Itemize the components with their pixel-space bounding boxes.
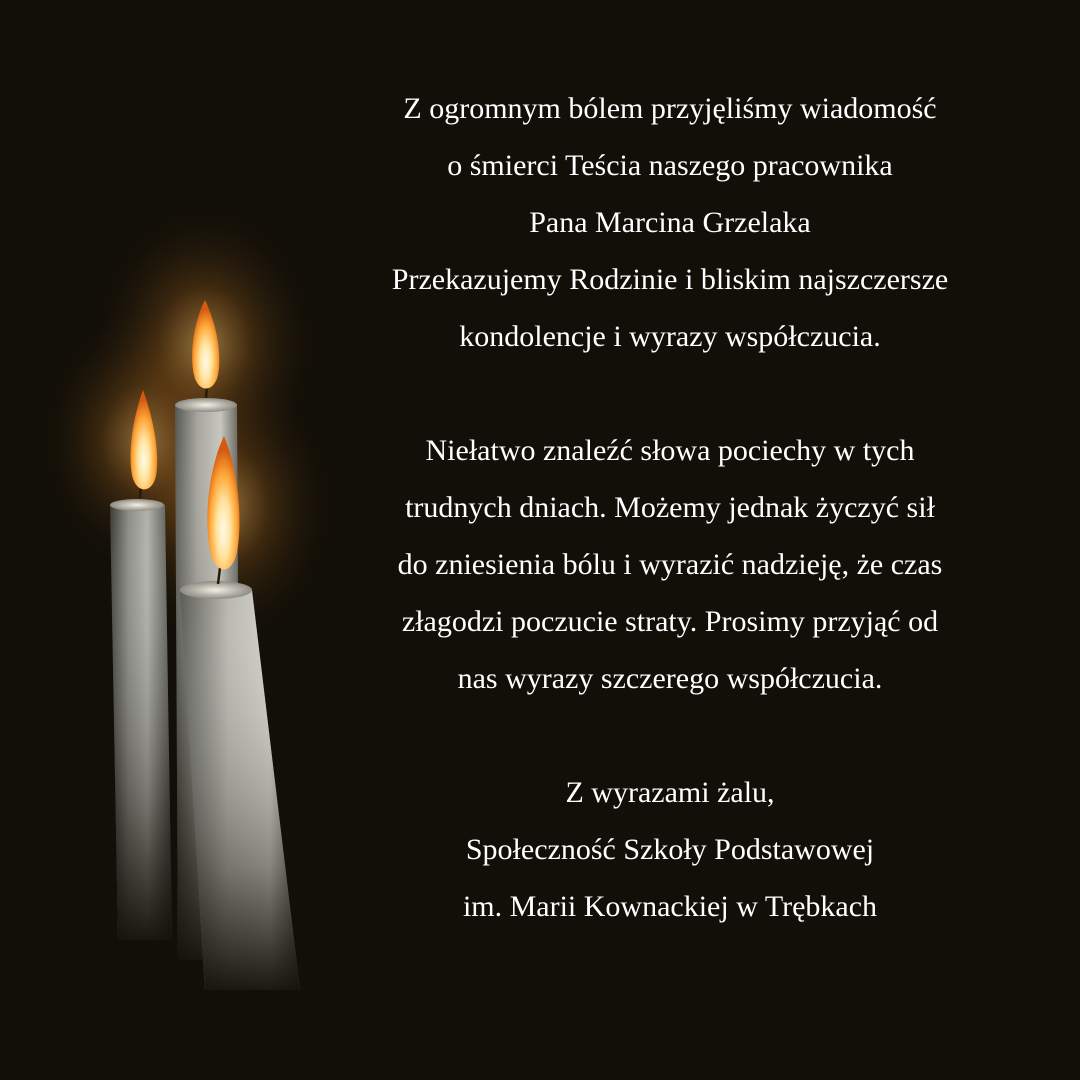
message-line: do zniesienia bólu i wyrazić nadzieję, że czas <box>397 548 943 581</box>
message-line: o śmierci Teścia naszego pracownika <box>447 149 893 182</box>
message-line: Przekazujemy Rodzinie i bliskim najszczersze <box>391 263 949 296</box>
message-line: złagodzi poczucie straty. Prosimy przyjąć od <box>401 605 939 638</box>
message-line: Niełatwo znaleźć słowa pociechy w tych <box>425 434 915 467</box>
paragraph-spacer <box>300 707 1040 764</box>
signature-line: Społeczność Szkoły Podstawowej <box>465 833 875 866</box>
message-line: trudnych dniach. Możemy jednak życzyć sił <box>405 491 935 524</box>
message-line: Z ogromnym bólem przyjęliśmy wiadomość <box>403 92 937 125</box>
message-line: kondolencje i wyrazy współczucia. <box>459 320 881 353</box>
signature-line: Z wyrazami żalu, <box>565 776 775 809</box>
message-line: Pana Marcina Grzelaka <box>529 206 811 239</box>
signature-line: im. Marii Kownackiej w Trębkach <box>462 890 878 923</box>
paragraph-spacer <box>300 365 1040 422</box>
condolence-message <box>300 80 1040 935</box>
message-line: nas wyrazy szczerego współczucia. <box>457 662 883 695</box>
